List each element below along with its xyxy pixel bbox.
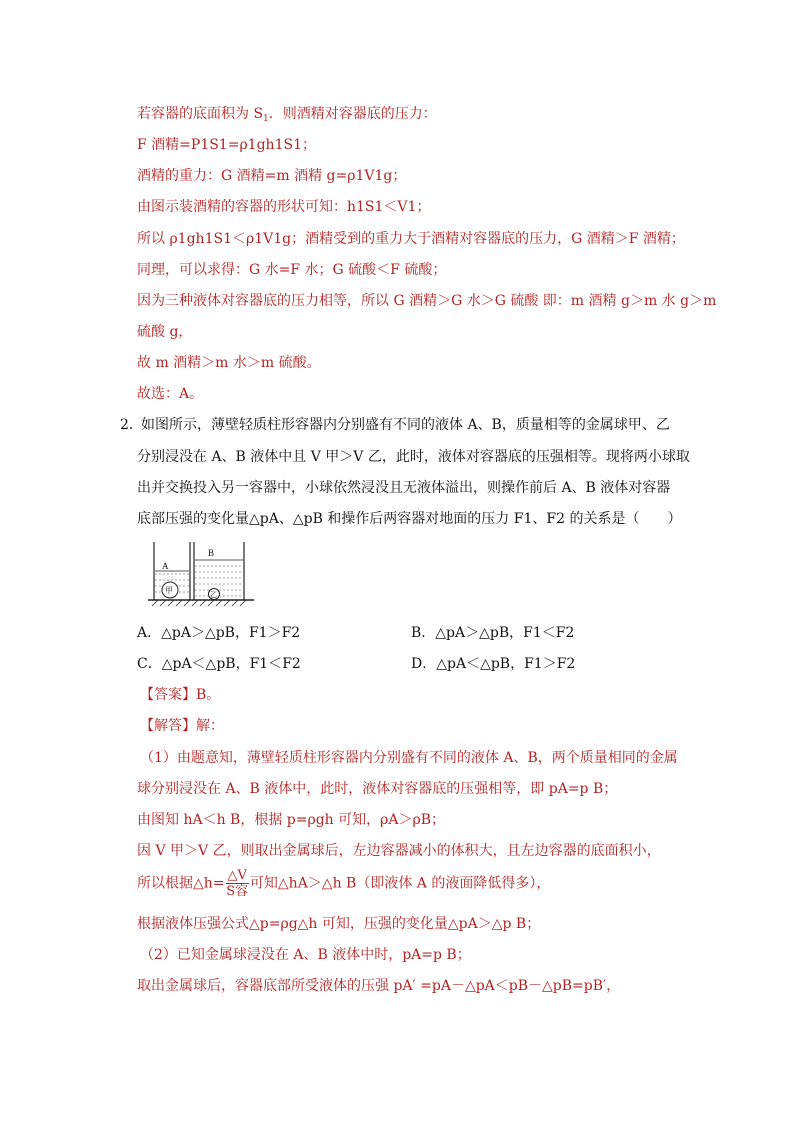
- solution-line-7: 因为三种液体对容器底的压力相等，所以 G 酒精＞G 水＞G 硫酸 即：m 酒精 g＞m 水 g＞m: [137, 293, 717, 309]
- solution-line-4: 由图示装酒精的容器的形状可知：h1S1＜V1；: [137, 199, 431, 215]
- analysis-line-1: （1）由题意知，薄壁轻质柱形容器内分别盛有不同的液体 A、B，两个质量相同的金属: [140, 750, 678, 766]
- analysis-line-8: 取出金属球后，容器底部所受液体的压强 pA′ =pA－△pA＜pB－△pB=pB′，: [137, 978, 621, 994]
- solution-line-1: 若容器的底面积为 $S_1$．则酒精对容器底的压力：: [137, 106, 437, 124]
- answer: 【答案】B。: [140, 687, 221, 703]
- question-line-2: 分别浸没在 A、B 液体中且 V 甲＞V 乙，此时，液体对容器底的压强相等。现将两小球取: [137, 449, 690, 465]
- solution-line-6: 同理，可以求得：G 水=F 水；G 硫酸＜F 硫酸；: [137, 262, 447, 278]
- solution-line-7b: 硫酸 g，: [137, 324, 193, 340]
- question-line-1: 如图所示，薄壁轻质柱形容器内分别盛有不同的液体 A、B，质量相等的金属球甲、乙: [141, 417, 670, 433]
- ball-jia-label: 甲: [165, 586, 173, 595]
- solution-line-2: F 酒精=P1S1=ρ1gh1S1；: [137, 137, 316, 153]
- analysis-line-2: 球分别浸没在 A、B 液体中，此时，液体对容器底的压强相等，即 pA=p B；: [137, 781, 618, 797]
- fraction-delta-v-over-s: $\frac{\triangle V}{\text{S容}}$: [226, 868, 249, 899]
- analysis-heading: 【解答】解：: [140, 718, 224, 734]
- solution-line-9: 故选：A。: [137, 386, 204, 402]
- ball-yi-label: 乙: [210, 591, 217, 599]
- solution-line-8: 故 m 酒精＞m 水＞m 硫酸。: [137, 355, 321, 371]
- question-line-4: 底部压强的变化量△pA、△pB 和操作后两容器对地面的压力 F1、F2 的关系是（ ）: [137, 511, 682, 527]
- analysis-line-3: 由图知 hA＜h B，根据 p=ρgh 可知，ρA＞ρB；: [137, 812, 445, 828]
- option-c: C．△pA＜△pB，F1＜F2: [137, 656, 301, 672]
- analysis-line-5: 所以根据△h= $\frac{\triangle V}{\text{S容}}$ 可知△hA＞△h B（即液体 A 的液面降低得多），: [137, 868, 551, 899]
- containers-figure: [148, 540, 254, 610]
- solution-line-5: 所以 ρ1gh1S1＜ρ1V1g；酒精受到的重力大于酒精对容器底的压力，G 酒精＞F 酒精；: [137, 231, 685, 247]
- solution-line-3: 酒精的重力：G 酒精=m 酒精 g=ρ1V1g；: [137, 168, 407, 184]
- analysis-line-4: 因 V 甲＞V 乙，则取出金属球后，左边容器减小的体积大，且左边容器的底面积小，: [137, 843, 661, 859]
- label-b: B: [208, 548, 215, 558]
- option-b: B．△pA＞△pB，F1＜F2: [411, 625, 575, 641]
- question-line-3: 出并交换投入另一容器中，小球依然浸没且无液体溢出，则操作前后 A、B 液体对容器: [137, 480, 671, 496]
- option-a: A．△pA＞△pB，F1＞F2: [137, 625, 301, 641]
- option-d: D．△pA＜△pB，F1＞F2: [411, 656, 576, 672]
- analysis-line-7: （2）已知金属球浸没在 A、B 液体中时，pA=p B；: [140, 947, 471, 963]
- analysis-line-6: 根据液体压强公式△p=ρg△h 可知，压强的变化量△pA＞△p B；: [137, 916, 541, 932]
- question-number: 2．: [120, 417, 143, 433]
- label-a: A: [162, 561, 169, 571]
